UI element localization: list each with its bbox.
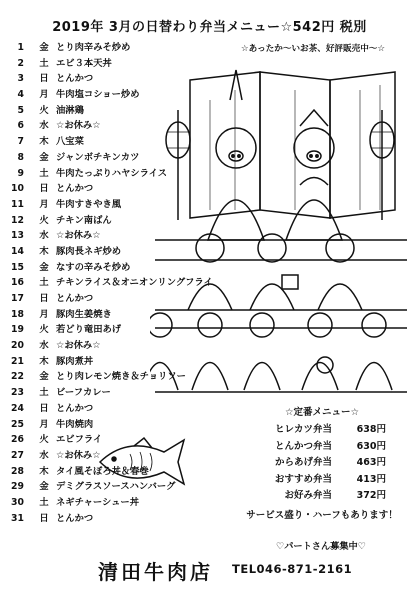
menu-weekday: 木 [39, 245, 49, 257]
phone-number: TEL046-871-2161 [232, 562, 353, 576]
teishoku-row [232, 472, 412, 489]
list-item [4, 511, 234, 527]
menu-day: 3 [17, 73, 24, 85]
menu-item-name: チキンライス＆オニオンリングフライ [56, 277, 213, 289]
menu-weekday: 水 [39, 230, 49, 242]
menu-item-name: ビーフカレー [56, 387, 111, 399]
menu-weekday: 土 [39, 496, 49, 508]
menu-weekday: 日 [39, 183, 49, 195]
menu-item-name: チキン南ばん [56, 214, 112, 226]
menu-weekday: 土 [39, 167, 49, 179]
menu-item-name: とり肉レモン焼き＆チョリソー [56, 371, 186, 383]
menu-day: 10 [11, 183, 24, 195]
menu-day: 5 [17, 104, 24, 116]
menu-day: 16 [11, 277, 24, 289]
menu-weekday: 金 [39, 42, 49, 53]
menu-day: 1 [17, 42, 24, 53]
menu-weekday: 日 [39, 293, 49, 304]
menu-item-name: ジャンボチキンカツ [56, 151, 140, 163]
menu-day: 19 [11, 324, 24, 336]
menu-day: 2 [17, 57, 24, 69]
teishoku-name: とんかつ弁当 [274, 440, 332, 452]
menu-weekday: 水 [39, 449, 49, 461]
menu-day: 29 [11, 481, 24, 493]
menu-weekday: 日 [39, 402, 49, 414]
menu-weekday: 日 [39, 73, 49, 85]
menu-item-name: 牛肉塩コショー炒め [56, 89, 140, 101]
menu-day: 25 [11, 418, 24, 430]
menu-item-name: エビ３本天丼 [56, 57, 112, 69]
menu-item-name: とんかつ [56, 512, 94, 524]
teishoku-title: ☆定番メニュー☆ [284, 407, 360, 418]
menu-day: 8 [17, 151, 24, 163]
menu-weekday: 火 [39, 324, 49, 336]
menu-weekday: 日 [39, 512, 49, 524]
list-item [4, 495, 234, 511]
menu-day: 21 [11, 355, 24, 367]
menu-item-name: とんかつ [56, 293, 94, 304]
menu-item-name: ☆お休み☆ [56, 120, 101, 132]
menu-day: 6 [17, 120, 24, 132]
menu-day: 30 [11, 496, 24, 508]
tea-tagline: ☆あったか〜いお茶、好評販売中〜☆ [240, 44, 386, 54]
fish-icon [92, 432, 192, 492]
teishoku-price: 372円 [356, 490, 386, 502]
menu-weekday: 水 [39, 340, 49, 352]
menu-item-name: エビフライ [56, 434, 103, 446]
teishoku-price: 463円 [356, 457, 386, 469]
menu-day: 23 [11, 387, 24, 399]
menu-weekday: 金 [39, 261, 49, 273]
menu-item-name: とり肉辛みそ炒め [56, 42, 131, 53]
menu-item-name: 油淋鶏 [56, 104, 84, 116]
menu-day: 7 [17, 136, 24, 148]
teishoku-price: 638円 [356, 424, 386, 435]
menu-day: 20 [11, 340, 24, 352]
teishoku-menu [232, 404, 412, 521]
menu-day: 28 [11, 465, 24, 477]
menu-day: 17 [11, 293, 24, 304]
menu-item-name: 若どり竜田あげ [56, 324, 122, 336]
teishoku-row [232, 488, 412, 505]
menu-item-name: ネギチャーシュー丼 [56, 496, 140, 508]
teishoku-list [232, 422, 412, 505]
teishoku-price: 413円 [356, 473, 386, 485]
menu-weekday: 土 [39, 57, 49, 69]
menu-day: 11 [11, 198, 24, 210]
page-title: 2019年 3月の日替わり弁当メニュー☆542円 税別 [52, 20, 367, 35]
menu-weekday: 金 [39, 151, 49, 163]
menu-weekday: 木 [39, 355, 49, 367]
menu-weekday: 木 [39, 136, 49, 148]
shop-name: 清田牛肉店 [98, 560, 213, 584]
menu-day: 9 [17, 167, 24, 179]
teishoku-row [232, 455, 412, 472]
menu-weekday: 火 [39, 214, 49, 226]
menu-weekday: 金 [39, 371, 49, 383]
menu-item-name: タイ風そぼろ丼＆春巻 [56, 465, 149, 477]
menu-item-name: 牛肉焼肉 [56, 418, 94, 430]
byobu-screen-icon [190, 72, 395, 218]
menu-weekday: 月 [39, 308, 49, 320]
menu-weekday: 水 [39, 120, 49, 132]
teishoku-name: おすすめ弁当 [274, 473, 332, 485]
menu-day: 31 [11, 512, 24, 524]
menu-item-name: ☆お休み☆ [56, 340, 101, 352]
menu-day: 14 [11, 245, 24, 257]
teishoku-price: 630円 [356, 440, 386, 452]
hina-doll-pigs-icon [150, 60, 412, 400]
menu-weekday: 月 [39, 198, 49, 210]
menu-item-name: とんかつ [56, 402, 94, 414]
menu-day: 26 [11, 434, 24, 446]
menu-weekday: 火 [39, 104, 49, 116]
menu-item-name: 豚肉長ネギ炒め [56, 245, 122, 257]
menu-day: 4 [17, 89, 24, 101]
menu-item-name: 牛肉たっぷりハヤシライス [56, 167, 168, 179]
menu-item-name: 牛肉すきやき風 [56, 198, 122, 210]
menu-weekday: 月 [39, 418, 49, 430]
teishoku-row [232, 439, 412, 456]
menu-item-name: なすの辛みそ炒め [56, 261, 131, 273]
menu-item-name: 豚肉煮丼 [56, 355, 94, 367]
menu-weekday: 月 [39, 89, 49, 101]
menu-day: 12 [11, 214, 24, 226]
menu-weekday: 火 [39, 434, 49, 446]
teishoku-name: からあげ弁当 [274, 457, 332, 469]
menu-day: 13 [11, 230, 24, 242]
menu-item-name: 八宝菜 [56, 136, 84, 148]
menu-item-name: ☆お休み☆ [56, 449, 101, 461]
menu-weekday: 土 [39, 387, 49, 399]
teishoku-row [232, 422, 412, 439]
list-item [4, 417, 234, 433]
list-item [4, 401, 234, 417]
teishoku-name: お好み弁当 [284, 490, 332, 502]
list-item [4, 40, 234, 56]
menu-item-name: 豚肉生姜焼き [56, 308, 112, 320]
recruit-notice: ♡パートさん募集中♡ [276, 541, 366, 552]
teishoku-name: ヒレカツ弁当 [274, 424, 332, 435]
menu-weekday: 土 [39, 277, 49, 289]
menu-item-name: ☆お休み☆ [56, 230, 101, 242]
menu-day: 15 [11, 261, 24, 273]
menu-day: 22 [11, 371, 24, 383]
service-note: サービス盛り・ハーフもあります！ [246, 509, 398, 521]
menu-weekday: 木 [39, 465, 49, 477]
menu-day: 18 [11, 308, 24, 320]
menu-item-name: とんかつ [56, 73, 94, 85]
menu-day: 27 [11, 449, 24, 461]
menu-item-name: とんかつ [56, 183, 94, 195]
menu-day: 24 [11, 402, 24, 414]
menu-weekday: 金 [39, 481, 49, 493]
menu-item-name: デミグラスソースハンバーグ [56, 481, 176, 493]
